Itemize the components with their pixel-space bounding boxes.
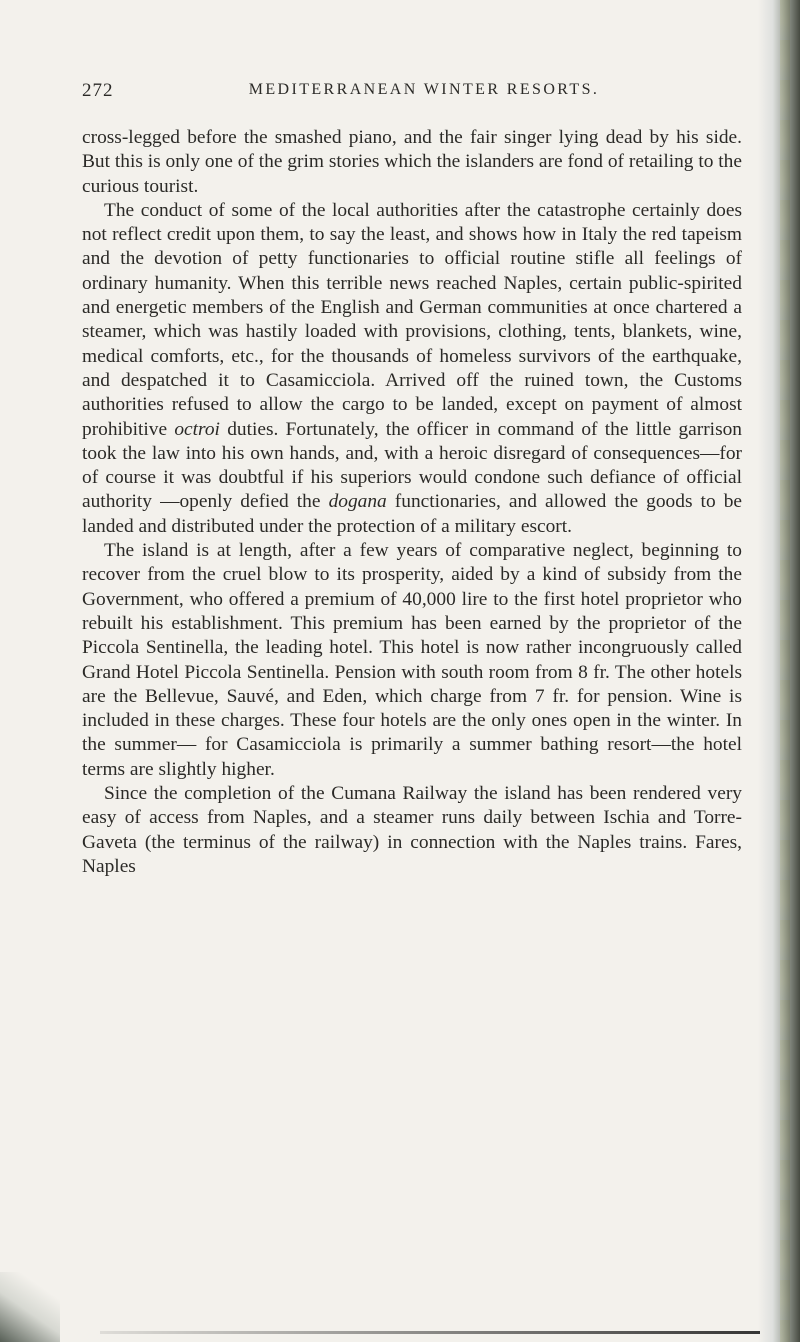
paragraph [82, 782, 742, 879]
page-bottom-edge [100, 1331, 760, 1334]
paragraph [82, 539, 742, 782]
paragraph [82, 126, 742, 199]
text-run: Since the completion of the Cumana Railway the island has been rendered very easy of access from Naples, and a steamer runs daily between Ischia and Torre-Gaveta (the terminus of the railway) in connection with the Naples trains. Fares, Naples [82, 783, 742, 877]
italic-term: octroi [174, 418, 220, 440]
running-head: MEDITERRANEAN WINTER RESORTS. [248, 81, 600, 98]
italic-term: dogana [328, 491, 387, 513]
text-run: The conduct of some of the local authorities after the catastrophe certainly does not reflect credit upon them, to say the least, and shows how in Italy the red tapeism and the devotion of petty functionaries to official routine stifle all feelings of ordinary humanity. When this terrible news reached Naples, certain public-spirited and energetic members of the English and German communities at once chartered a steamer, which was hastily loaded with provisions, clothing, tents, blankets, wine, medical comforts, etc., for the thousands of homeless survivors of the earthquake, and despatched it to Casamicciola. Arrived off the ruined town, the Customs authorities refused to allow the cargo to be landed, except on payment of almost prohibitive [82, 199, 742, 440]
paragraph [82, 199, 742, 539]
body-text [82, 126, 742, 879]
page-number: 272 [82, 80, 114, 101]
page-edge-shadow [758, 0, 800, 1342]
page-corner-shadow [0, 1272, 60, 1342]
text-run: functionaries, and allowed the goods to be landed and distributed under the protection of a military escort. [82, 491, 743, 537]
text-run: duties. Fortunately, the officer in command of the little garrison took the law into his own hands, and, with a heroic disregard of consequences—for of course it was doubtful if his superiors would condone such defiance of official authority —openly defied the [82, 418, 743, 513]
text-run: The island is at length, after a few years of comparative neglect, beginning to recover from the cruel blow to its prosperity, aided by a kind of subsidy from the Government, who offered a premium of 40,000 lire to the first hotel proprietor who rebuilt his establishment. This premium has been earned by the proprietor of the Piccola Sentinella, the leading hotel. This hotel is now rather incongruously called Grand Hotel Piccola Sentinella. Pension with south room from 8 fr. The other hotels are the Bellevue, Sauvé, and Eden, which charge from 7 fr. for pension. Wine is included in these charges. These four hotels are the only ones open in the winter. In the summer— for Casamicciola is primarily a summer bathing resort—the hotel terms are slightly higher. [82, 540, 742, 780]
text-run: cross-legged before the smashed piano, and the fair singer lying dead by his side. But this is only one of the grim stories which the islanders are fond of retailing to the curious tourist. [82, 127, 742, 197]
page-header [82, 80, 742, 106]
